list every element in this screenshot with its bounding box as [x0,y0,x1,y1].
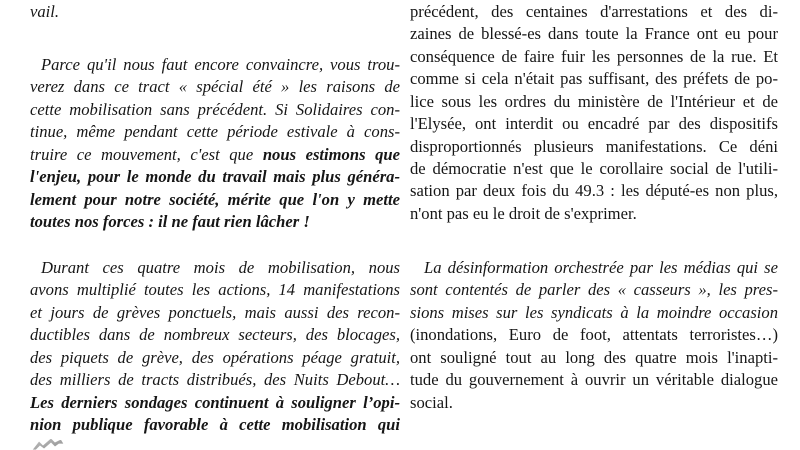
text-line [30,1,400,23]
text-segment: tude du gouvernement à ouvrir un véritable dialogue [410,370,778,390]
text-segment: et jours de grèves ponctuels, mais aussi des recon- [30,302,400,322]
text-line [30,369,400,391]
text-segment: précédent, des centaines d'arrestations et des di- [410,2,778,21]
decorative-graphic-fragment [30,436,66,450]
text-segment: (inondations, Euro de foot, attentats terroristes…) [410,325,778,345]
text-segment: zaines de blessé-es dans toute la France ont eu pour [410,24,778,44]
text-line [30,324,400,346]
text-line [410,347,778,369]
text-segment: avons multiplié toutes les actions, 14 manifestations [30,280,400,300]
text-segment: ductibles dans de nombreux secteurs, des blocages, [30,325,400,345]
text-segment: ont souligné tout au long des quatre mois l'inapti- [410,347,778,367]
text-line [30,347,400,369]
bold-text-segment: l'enjeu, pour le monde du travail mais plus généra- [30,167,400,187]
text-line [30,257,400,279]
text-line [30,189,400,211]
text-segment: des milliers de tracts distribués, des Nuits Debout… [30,370,400,390]
text-line [410,23,778,45]
left-column-fragment [30,1,400,23]
text-segment: sions mises sur les syndicats à la moindre occasion [410,302,778,322]
text-segment: social. [410,392,453,412]
text-line [410,180,778,202]
right-paragraph-2 [410,257,778,414]
text-line [410,136,778,158]
text-line [30,279,400,301]
text-segment: de démocratie n'est que le corollaire social de l'utili- [410,158,778,178]
text-line [410,158,778,180]
bold-text-segment: lement pour notre société, mérite que l'on y mette [30,189,400,209]
bold-text-segment: toutes nos forces : il ne faut rien lâcher ! [30,211,310,231]
left-paragraph-1 [30,54,400,233]
text-line [410,392,778,414]
bold-text-segment: nion publique favorable à cette mobilisation qui [30,414,400,434]
text-line [410,203,778,225]
text-segment: tinue, même pendant cette période estivale à cons- [30,122,400,142]
text-segment: lice sous les ordres du ministère de l'Intérieur et de [410,91,778,111]
text-line [30,144,400,166]
left-paragraph-2 [30,257,400,436]
text-segment: vail. [30,2,60,21]
text-line [30,99,400,121]
text-line [410,302,778,324]
text-segment: cette mobilisation sans précédent. Si Solidaires con- [30,99,400,119]
text-segment: n'ont pas eu le droit de s'exprimer. [410,203,637,223]
text-line [30,211,400,233]
right-paragraph-1 [410,1,778,225]
text-line [410,279,778,301]
text-segment: Parce qu'il nous faut encore convaincre, vous trou- [41,55,400,74]
bold-text-segment: nous estimons que [262,144,400,164]
text-segment: disproportionnés plusieurs manifestations. Ce déni [410,136,778,156]
text-line [30,392,400,414]
text-segment: truire ce mouvement, c'est que [30,144,254,164]
text-line [410,68,778,90]
text-segment: sation par deux fois du 49.3 : les député-es non plus, [410,181,778,201]
text-segment: sont contentés de parler des « casseurs », les pres- [410,280,778,300]
text-segment: La désinformation orchestrée par les médias qui se [424,258,778,277]
text-line [410,91,778,113]
text-line [30,76,400,98]
text-line [410,369,778,391]
text-line [30,166,400,188]
text-line [410,257,778,279]
text-line [410,1,778,23]
text-segment: des piquets de grève, des opérations péage gratuit, [30,347,400,367]
text-line [30,414,400,436]
text-line [410,113,778,135]
text-line [30,54,400,76]
text-segment: verez dans ce tract « spécial été » les raisons de [30,77,400,97]
text-segment: Durant ces quatre mois de mobilisation, nous [41,258,400,277]
text-line [30,302,400,324]
text-segment: comme si cela n'était pas suffisant, des préfets de po- [410,69,778,89]
text-line [410,324,778,346]
text-segment: conséquence de faire fuir les personnes de la rue. Et [410,46,778,66]
text-segment: l'Elysée, ont interdit ou encadré par des dispositifs [410,114,778,134]
text-line [410,46,778,68]
text-line [30,121,400,143]
bold-text-segment: Les derniers sondages continuent à souligner l’opi- [30,392,400,412]
